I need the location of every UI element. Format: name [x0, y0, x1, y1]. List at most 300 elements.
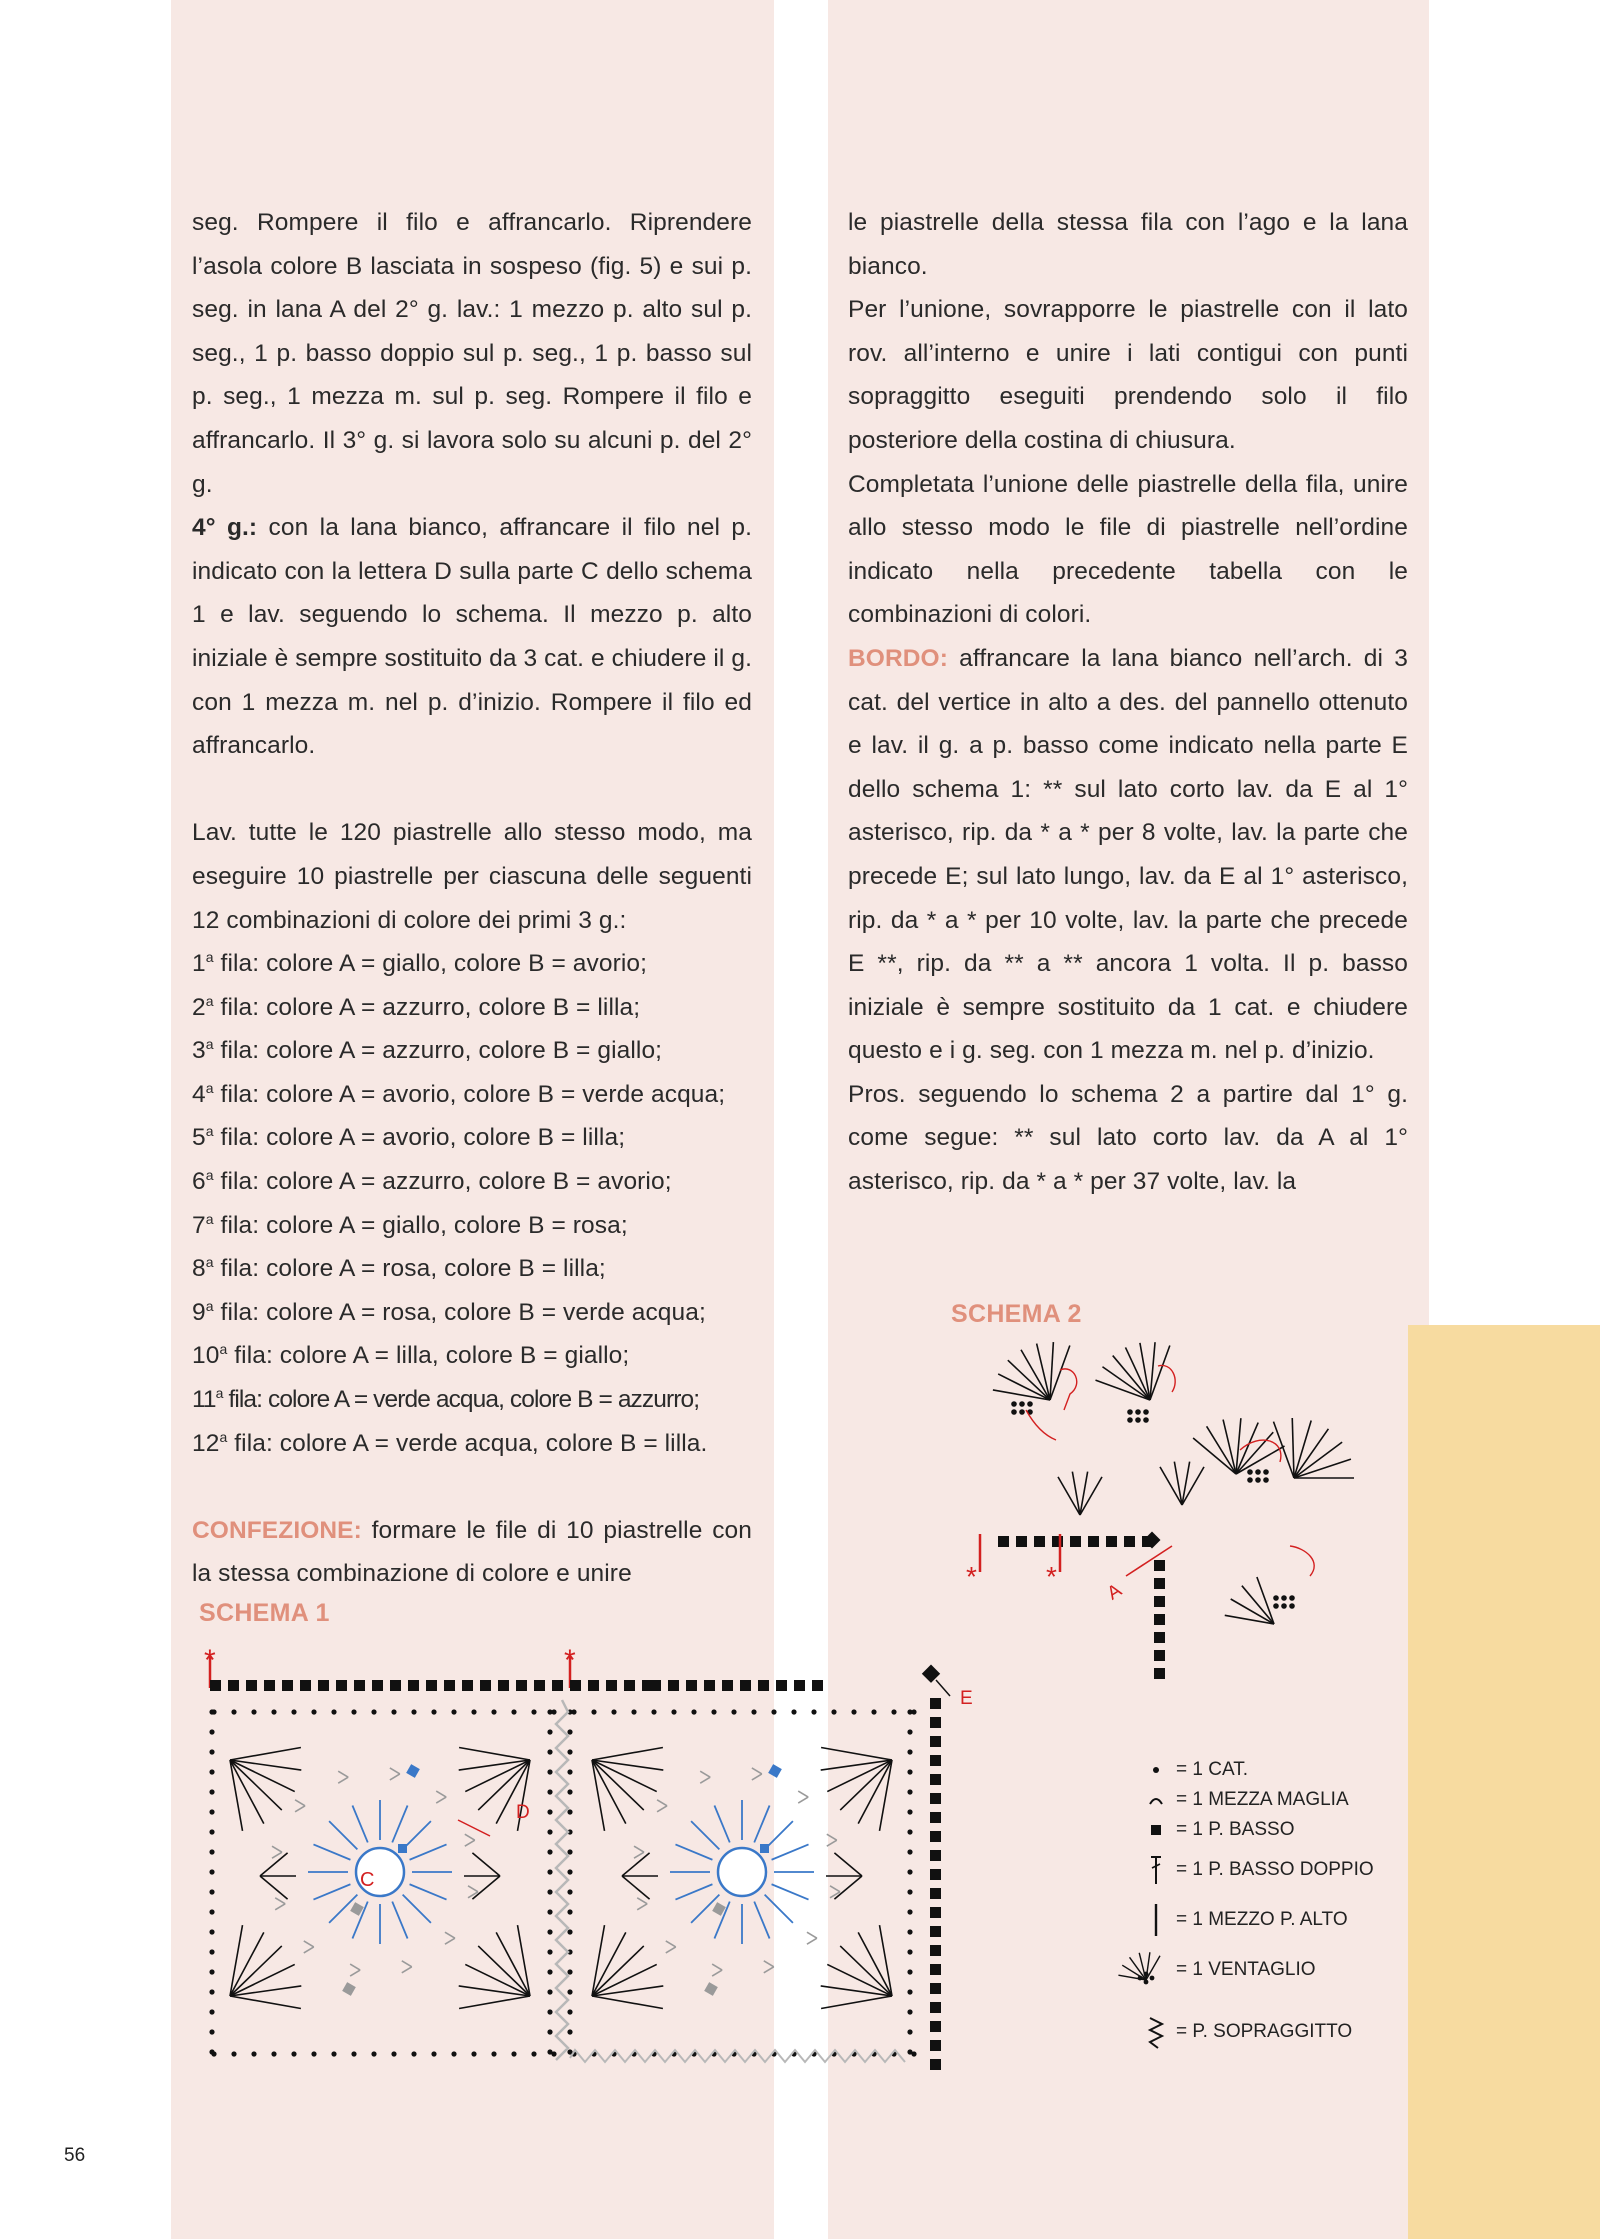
border-square: [930, 1964, 941, 1975]
border-square: [812, 1680, 823, 1691]
direction-arrow: [1060, 1369, 1077, 1410]
chain-dot: [567, 1989, 572, 1994]
row-4-text: con la lana bianco, affrancare il filo nel p. indicato con la lettera D sulla parte C dello schema 1 e lav. seguendo lo schema. Il mezzo p. alto iniziale è sempre sostituito da 3 cat. e chiudere il g. con 1 mezza m. nel p. d’inizio. Rompere il filo ed affrancarlo.: [192, 514, 752, 760]
schema1-star-right: *: [564, 1644, 576, 1677]
chain-dot: [351, 1709, 356, 1714]
round3-stitch: [445, 1932, 455, 1938]
chain-dot: [547, 1889, 552, 1894]
schema2-star-right: *: [1046, 1561, 1057, 1592]
chain-dot: [567, 2009, 572, 2014]
fan-stroke: [1294, 1429, 1328, 1478]
chain-dot: [907, 2009, 912, 2014]
border-square: [650, 1680, 661, 1691]
chain-dot: [1263, 1477, 1269, 1483]
round1-stitch: [313, 1844, 350, 1859]
chain-dot: [431, 1709, 436, 1714]
round3-stitch: [764, 1967, 774, 1973]
fan-stroke: [622, 1876, 650, 1899]
chain-dot: [209, 1829, 214, 1834]
border-square: [426, 1680, 437, 1691]
round3-stitch: [275, 1898, 285, 1904]
schema2-diagram: [950, 1340, 1370, 1680]
ordinal-suffix: a: [205, 1254, 214, 1271]
center-ring: [718, 1848, 766, 1896]
chain-dot: [391, 2051, 396, 2056]
color-combination-row: [192, 1204, 752, 1248]
chain-dot: [209, 1909, 214, 1914]
chain-dot: [907, 1809, 912, 1814]
legend-dot: [1144, 1980, 1149, 1985]
fan-stroke: [1236, 1446, 1284, 1474]
bordo-text: affrancare la lana bianco nell’arch. di 3 cat. del vertice in alto a des. del pannello ottenuto e lav. il g. a p. basso come indicato nella parte E dello schema 1: ** sul lato corto lav. da E al 1° asterisco, rip. da * a * per 8 volte, lav. la parte che precede E; sul lato lungo, lav. da E al 1° asterisco, rip. da * a * per 10 volte, lav. la parte che precede E **, rip. da ** a ** ancora 1 volta. Il p. basso iniziale è sempre sostituito da 1 cat. e chiudere questo e i g. seg. con 1 mezza m. nel p. d’inizio.: [848, 644, 1408, 1065]
chain-dot: [209, 1809, 214, 1814]
chain-dot: [567, 1789, 572, 1794]
chain-dot: [751, 1709, 756, 1714]
border-square: [444, 1680, 455, 1691]
chain-dot: [547, 1829, 552, 1834]
chain-dot: [907, 2049, 912, 2054]
legend-label: = 1 VENTAGLIO: [1176, 1959, 1316, 1980]
legend-row: [1100, 1810, 1400, 1850]
round3-stitch: [338, 1777, 348, 1783]
round3-stitch: [445, 1938, 455, 1944]
fan-stroke: [472, 1853, 500, 1876]
row-number: 1: [192, 950, 206, 978]
chain-dot: [547, 2029, 552, 2034]
border-square: [570, 1680, 581, 1691]
chain-dot: [491, 2051, 496, 2056]
color-combination-list: [192, 942, 752, 1465]
schema1-diagram: [190, 1640, 990, 2080]
corner-diamond: [922, 1665, 940, 1683]
row-text: fila: colore A = rosa, colore B = verde acqua;: [213, 1298, 706, 1326]
chain-dot: [209, 2049, 214, 2054]
round1-stitch: [313, 1884, 350, 1899]
row-number: 10: [192, 1342, 220, 1370]
chain-dot: [209, 2029, 214, 2034]
round1-stitch: [329, 1821, 357, 1849]
border-square: [1154, 1614, 1165, 1625]
round1-stitch: [675, 1884, 712, 1899]
border-square: [408, 1680, 419, 1691]
stitch-legend: [1100, 1750, 1390, 2070]
row-text: fila: colore A = avorio, colore B = lilla;: [213, 1124, 626, 1152]
chain-dot: [547, 1909, 552, 1914]
chain-dot: [209, 1789, 214, 1794]
border-square: [390, 1680, 401, 1691]
chain-dot: [511, 1709, 516, 1714]
paragraph-join-rows: Completata l’unione delle piastrelle della fila, unire allo stesso modo le file di piastrelle nell’ordine indicato nella precedente tabella con le combinazioni di colori.: [848, 470, 1408, 629]
border-square: [930, 1717, 941, 1728]
round3-stitch: [798, 1797, 808, 1803]
chain-dot: [209, 1769, 214, 1774]
color-combination-row: [192, 1073, 752, 1117]
round3-stitch: [468, 1886, 478, 1892]
border-square: [534, 1680, 545, 1691]
schema1-title: SCHEMA 1: [199, 1599, 330, 1627]
border-square: [1154, 1560, 1165, 1571]
row-text: fila: colore A = azzurro, colore B = avorio;: [213, 1168, 672, 1196]
round3-stitch: [637, 1904, 647, 1910]
chain-dot: [331, 2051, 336, 2056]
chain-dot: [1255, 1469, 1261, 1475]
double-crochet-icon: [1100, 1850, 1176, 1890]
round3-stitch: [350, 1970, 360, 1976]
border-square: [686, 1680, 697, 1691]
border-square: [930, 2040, 941, 2051]
row-text: fila: colore A = avorio, colore B = verde acqua;: [213, 1080, 726, 1108]
chain-dot: [567, 1769, 572, 1774]
chain-dot: [547, 1749, 552, 1754]
color-combination-row: [192, 1378, 752, 1422]
border-square: [794, 1680, 805, 1691]
row-number: 3: [192, 1037, 206, 1065]
round3-stitch: [390, 1768, 400, 1774]
row-text: fila: colore A = verde acqua, colore B = azzurro;: [222, 1386, 700, 1414]
paragraph-join-method: Per l’unione, sovrapporre le piastrelle con il lato rov. all’interno e unire i lati contigui con punti sopraggitto eseguiti prendendo solo il filo posteriore della costina di chiusura.: [848, 296, 1408, 454]
ordinal-suffix: a: [219, 1428, 228, 1445]
border-square: [624, 1680, 635, 1691]
gray-square: [704, 1982, 718, 1996]
round3-stitch: [712, 1964, 722, 1970]
border-square: [1016, 1536, 1027, 1547]
paragraph-schema2: Pros. seguendo lo schema 2 a partire dal 1° g. come segue: ** sul lato corto lav. da A al 1° asterisco, rip. da * a * per 37 volte, lav. la: [848, 1080, 1408, 1196]
border-square: [930, 1926, 941, 1937]
row-text: fila: colore A = rosa, colore B = lilla;: [213, 1255, 606, 1283]
chain-dot: [691, 1709, 696, 1714]
color-combination-row: [192, 1160, 752, 1204]
chain-dot: [567, 1729, 572, 1734]
border-square: [462, 1680, 473, 1691]
chain-dot: [271, 2051, 276, 2056]
round3-stitch: [700, 1777, 710, 1783]
chain-dot: [351, 2051, 356, 2056]
chain-dot: [907, 1709, 912, 1714]
chain-dot: [231, 2051, 236, 2056]
chain-dot: [811, 1709, 816, 1714]
row-number: 5: [192, 1124, 206, 1152]
chain-dot: [611, 1709, 616, 1714]
ordinal-suffix: a: [215, 1384, 223, 1401]
chain-dot: [209, 1869, 214, 1874]
chain-dot: [491, 1709, 496, 1714]
chain-dot: [547, 1709, 552, 1714]
row-text: fila: colore A = lilla, colore B = giallo;: [227, 1342, 630, 1370]
chain-dot: [711, 1709, 716, 1714]
border-square: [300, 1680, 311, 1691]
chain-dot: [209, 1889, 214, 1894]
legend-dot: [1144, 1972, 1149, 1977]
row-number: 8: [192, 1255, 206, 1283]
chain-dot: [1273, 1595, 1279, 1601]
round3-stitch: [827, 1840, 837, 1846]
ordinal-suffix: a: [205, 948, 214, 965]
start-marker: [458, 1820, 490, 1836]
chain-dot: [907, 1769, 912, 1774]
chain-dot: [1127, 1409, 1133, 1415]
chain-dot: [907, 1789, 912, 1794]
round3-stitch: [827, 1834, 837, 1840]
chain-dot: [547, 1969, 552, 1974]
legend-label: = 1 MEZZA MAGLIA: [1176, 1789, 1349, 1810]
round3-stitch: [402, 1967, 412, 1973]
chain-dot: [1289, 1595, 1295, 1601]
ordinal-suffix: a: [205, 1297, 214, 1314]
border-square: [930, 1793, 941, 1804]
round3-stitch: [304, 1947, 314, 1953]
legend-label: = 1 P. BASSO: [1176, 1819, 1295, 1840]
color-combination-row: [192, 1422, 752, 1466]
row-text: fila: colore A = verde acqua, colore B = lilla.: [227, 1429, 708, 1457]
border-square: [372, 1680, 383, 1691]
border-square: [930, 1945, 941, 1956]
round3-stitch: [637, 1898, 647, 1904]
border-square: [930, 1812, 941, 1823]
round3-stitch: [712, 1970, 722, 1976]
round1-stitch: [765, 1895, 793, 1923]
chain-dot: [907, 1949, 912, 1954]
round3-stitch: [752, 1774, 762, 1780]
legend-label: = 1 MEZZO P. ALTO: [1176, 1909, 1348, 1930]
schema2-title: SCHEMA 2: [951, 1300, 1082, 1328]
legend-label: = 1 P. BASSO DOPPIO: [1176, 1859, 1374, 1880]
chain-dot: [311, 2051, 316, 2056]
chain-dot: [907, 1749, 912, 1754]
round3-stitch: [436, 1791, 446, 1797]
chain-dot: [371, 2051, 376, 2056]
chain-dot: [411, 1709, 416, 1714]
chain-dot: [547, 1849, 552, 1854]
round3-stitch: [338, 1771, 348, 1777]
color-combination-row: [192, 1334, 752, 1378]
row-text: fila: colore A = azzurro, colore B = giallo;: [213, 1037, 663, 1065]
paragraph-bordo: [848, 637, 1408, 1073]
chain-dot: [547, 1729, 552, 1734]
fan-stroke: [1294, 1442, 1342, 1478]
border-square: [758, 1680, 769, 1691]
border-square: [930, 1850, 941, 1861]
chain-dot: [1289, 1603, 1295, 1609]
chain-dot: [209, 1849, 214, 1854]
corner-stroke: [936, 1680, 950, 1696]
border-square: [498, 1680, 509, 1691]
round3-stitch: [272, 1852, 282, 1858]
legend-arc: [1150, 1799, 1162, 1804]
round3-stitch: [764, 1961, 774, 1967]
fan-stroke: [1257, 1577, 1274, 1624]
chain-dot: [1135, 1409, 1141, 1415]
legend-row: [1100, 1850, 1400, 1890]
legend-dot: [1138, 1976, 1143, 1981]
border-square: [998, 1536, 1009, 1547]
confezione-text: formare le file di 10 piastrelle con la stessa combinazione di colore e unire: [192, 1516, 752, 1588]
chain-dot: [451, 1709, 456, 1714]
border-square: [318, 1680, 329, 1691]
round3-stitch: [666, 1947, 676, 1953]
border-square: [1124, 1536, 1135, 1547]
chain-dot: [1135, 1417, 1141, 1423]
side-color-block: [1408, 1325, 1600, 2239]
color-combination-row: [192, 986, 752, 1030]
chain-dot: [209, 1929, 214, 1934]
round3-stitch: [390, 1774, 400, 1780]
round1-stitch: [392, 1805, 407, 1842]
border-square: [930, 1736, 941, 1747]
chain-dot: [1019, 1401, 1025, 1407]
round1-stitch: [410, 1884, 447, 1899]
legend-row: [1100, 1950, 1400, 1990]
chain-dot: [907, 1869, 912, 1874]
border-square: [1154, 1668, 1165, 1679]
round1-stitch: [410, 1844, 447, 1859]
chain-dot: [1143, 1409, 1149, 1415]
chain-dot: [907, 1729, 912, 1734]
row-number: 2: [192, 993, 206, 1021]
fan-stroke: [834, 1853, 862, 1876]
chain-dot: [531, 1709, 536, 1714]
blue-square: [406, 1764, 420, 1778]
border-square: [606, 1680, 617, 1691]
chain-dot: [651, 1709, 656, 1714]
color-combination-row: [192, 942, 752, 986]
schema1-star-left: *: [204, 1644, 216, 1677]
chain-dot: [209, 1989, 214, 1994]
border-square: [1088, 1536, 1099, 1547]
fan-stroke: [592, 1996, 663, 2009]
fan-stroke: [260, 1876, 288, 1899]
border-square: [668, 1680, 679, 1691]
round1-stitch: [754, 1805, 769, 1842]
border-square: [1154, 1578, 1165, 1589]
chain-dot: [547, 1789, 552, 1794]
chain-dot: [209, 1709, 214, 1714]
border-square: [930, 1755, 941, 1766]
chain-dot: [547, 1949, 552, 1954]
border-square: [930, 1983, 941, 1994]
chain-dot: [567, 1869, 572, 1874]
fan-stroke: [1037, 1344, 1050, 1400]
left-text-column: [192, 201, 752, 1596]
fan-stroke: [592, 1747, 663, 1760]
round3-stitch: [304, 1941, 314, 1947]
chain-dot: [567, 2029, 572, 2034]
fan-stroke: [1292, 1418, 1294, 1478]
border-square: [1070, 1536, 1081, 1547]
chain-dot: [907, 1989, 912, 1994]
border-square: [354, 1680, 365, 1691]
chain-dot: [547, 2009, 552, 2014]
round1-stitch: [675, 1844, 712, 1859]
legend-dot: [1153, 1767, 1159, 1773]
ordinal-suffix: a: [205, 1210, 214, 1227]
chain-dot: [471, 2051, 476, 2056]
fan-stroke: [1294, 1421, 1311, 1478]
row-text: fila: colore A = giallo, colore B = avorio;: [213, 950, 648, 978]
fan-stroke: [834, 1876, 862, 1899]
chain-dot: [209, 1969, 214, 1974]
row-number: 6: [192, 1168, 206, 1196]
fan-stroke: [459, 1747, 530, 1760]
fan-icon: [1100, 1950, 1176, 1990]
schema2-label-a: A: [1103, 1579, 1126, 1605]
fan-stroke: [1242, 1586, 1274, 1624]
round3-stitch: [465, 1834, 475, 1840]
border-square: [1154, 1596, 1165, 1607]
chain-dot: [291, 2051, 296, 2056]
right-text-column: [848, 201, 1408, 1204]
chain-dot: [1011, 1409, 1017, 1415]
chain-dot: [209, 1949, 214, 1954]
chain-dot: [871, 1709, 876, 1714]
bordo-label: BORDO:: [848, 644, 948, 672]
chain-dot: [567, 1849, 572, 1854]
row-text: fila: colore A = giallo, colore B = rosa;: [213, 1211, 628, 1239]
round1-stitch: [392, 1902, 407, 1939]
chain-dot: [567, 1889, 572, 1894]
schema1-label-d: D: [516, 1802, 530, 1823]
single-crochet-square-icon: [1100, 1810, 1176, 1850]
round3-stitch: [798, 1791, 808, 1797]
round1-stitch: [403, 1895, 431, 1923]
round1-stitch: [691, 1821, 719, 1849]
round3-stitch: [700, 1771, 710, 1777]
border-square: [930, 1888, 941, 1899]
border-square: [930, 1831, 941, 1842]
legend-zigzag: [1150, 2018, 1162, 2048]
border-square: [930, 2002, 941, 2013]
round1-stitch: [714, 1805, 729, 1842]
start-arrow: [1126, 1546, 1172, 1576]
chain-dot: [371, 1709, 376, 1714]
chain-dot: [1247, 1477, 1253, 1483]
whip-stitch-seam: [556, 1700, 568, 2060]
chain-dot: [231, 1709, 236, 1714]
chain-dot: [291, 1709, 296, 1714]
chain-dot: [631, 1709, 636, 1714]
chain-dot: [567, 1909, 572, 1914]
chain-dot: [251, 2051, 256, 2056]
fan-stroke: [230, 1747, 301, 1760]
border-square: [930, 1869, 941, 1880]
row-4-label: 4° g.:: [192, 514, 258, 542]
border-square: [480, 1680, 491, 1691]
border-square: [930, 1774, 941, 1785]
chain-dot: [1011, 1401, 1017, 1407]
round1-stitch: [772, 1844, 809, 1859]
confezione-label: CONFEZIONE:: [192, 1516, 362, 1544]
schema1-label-c: C: [360, 1869, 375, 1891]
chain-dot: [511, 2051, 516, 2056]
legend-label: = 1 CAT.: [1176, 1759, 1248, 1780]
chain-dot: [671, 1709, 676, 1714]
blue-square: [760, 1844, 769, 1853]
chain-dot: [431, 2051, 436, 2056]
gray-square: [342, 1982, 356, 1996]
chain-dot: [567, 1969, 572, 1974]
border-square: [336, 1680, 347, 1691]
border-square: [228, 1680, 239, 1691]
paragraph-tiles: Lav. tutte le 120 piastrelle allo stesso modo, ma eseguire 10 piastrelle per ciascuna delle seguenti 12 combinazioni di colore dei primi 3 g.:: [192, 819, 752, 934]
chain-dot: [1247, 1469, 1253, 1475]
round3-stitch: [830, 1886, 840, 1892]
chain-dot: [411, 2051, 416, 2056]
legend-label: = P. SOPRAGGITTO: [1176, 2021, 1353, 2042]
blue-square: [768, 1764, 782, 1778]
round3-stitch: [752, 1768, 762, 1774]
border-square: [930, 2059, 941, 2070]
border-square: [930, 1698, 941, 1709]
row-text: fila: colore A = azzurro, colore B = lilla;: [213, 993, 641, 1021]
